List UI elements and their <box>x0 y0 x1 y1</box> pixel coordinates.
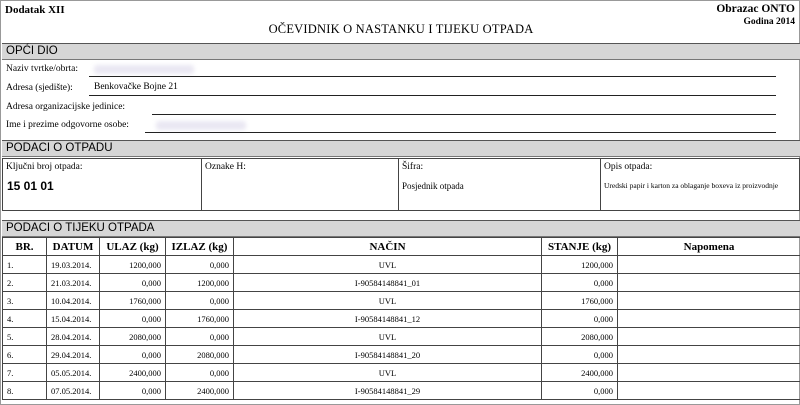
cell-no: 1. <box>3 256 47 274</box>
waste-key-value: 15 01 01 <box>7 179 54 193</box>
cell-note <box>618 274 800 292</box>
cell-note <box>618 328 800 346</box>
cell-method: I-90584148841_29 <box>234 382 542 400</box>
cell-balance: 0,000 <box>542 274 618 292</box>
description-value: Uredski papir i karton za oblaganje boxeva iz proizvodnje <box>604 181 779 190</box>
field-underline <box>89 95 776 96</box>
waste-key-label: Ključni broj otpada: <box>6 162 83 172</box>
cell-date: 29.04.2014. <box>47 346 100 364</box>
table-row <box>3 274 800 292</box>
hazard-marks-label: Oznake H: <box>205 162 246 172</box>
field-responsible-person <box>6 118 776 134</box>
cell-note <box>618 346 800 364</box>
hazard-marks-box <box>201 158 399 211</box>
cell-out: 1200,000 <box>166 274 234 292</box>
table-row <box>3 328 800 346</box>
appendix-label: Dodatak XII <box>5 4 65 16</box>
field-label: Adresa organizacijske jedinice: <box>6 102 126 112</box>
field-company-name <box>6 62 776 78</box>
cell-no: 8. <box>3 382 47 400</box>
cell-in: 2080,000 <box>100 328 166 346</box>
field-label: Adresa (sjedište): <box>6 83 73 93</box>
cell-out: 0,000 <box>166 256 234 274</box>
table-row <box>3 256 800 274</box>
cell-out: 0,000 <box>166 328 234 346</box>
col-header-no: BR. <box>3 238 47 256</box>
cell-balance: 0,000 <box>542 382 618 400</box>
col-header-date: DATUM <box>47 238 100 256</box>
cell-no: 4. <box>3 310 47 328</box>
section-general: OPĆI DIO <box>2 43 800 60</box>
cell-date: 05.05.2014. <box>47 364 100 382</box>
field-label: Ime i prezime odgovorne osobe: <box>6 120 129 130</box>
cell-method: UVL <box>234 292 542 310</box>
table-row <box>3 292 800 310</box>
cell-no: 2. <box>3 274 47 292</box>
cell-method: UVL <box>234 364 542 382</box>
field-value[interactable]: Benkovačke Bojne 21 <box>94 82 178 92</box>
col-header-in: ULAZ (kg) <box>100 238 166 256</box>
waste-key-number-box <box>2 158 202 211</box>
code-label: Šifra: <box>402 162 424 172</box>
redacted-value <box>94 65 194 74</box>
cell-in: 0,000 <box>100 274 166 292</box>
table-header-row <box>3 238 800 256</box>
field-label: Naziv tvrtke/obrta: <box>6 64 79 74</box>
cell-in: 0,000 <box>100 346 166 364</box>
field-underline <box>145 132 776 133</box>
code-box <box>398 158 601 211</box>
table-row <box>3 310 800 328</box>
cell-method: I-90584148841_20 <box>234 346 542 364</box>
form-code: Obrazac ONTO <box>716 3 795 15</box>
field-underline <box>152 114 776 115</box>
redacted-value <box>156 121 246 130</box>
cell-balance: 0,000 <box>542 346 618 364</box>
cell-in: 0,000 <box>100 310 166 328</box>
cell-no: 5. <box>3 328 47 346</box>
cell-note <box>618 364 800 382</box>
section-waste-data: PODACI O OTPADU <box>2 140 800 157</box>
cell-date: 21.03.2014. <box>47 274 100 292</box>
cell-out: 2400,000 <box>166 382 234 400</box>
description-label: Opis otpada: <box>604 162 653 172</box>
cell-method: I-90584148841_12 <box>234 310 542 328</box>
cell-in: 2400,000 <box>100 364 166 382</box>
cell-balance: 0,000 <box>542 310 618 328</box>
cell-method: I-90584148841_01 <box>234 274 542 292</box>
cell-date: 19.03.2014. <box>47 256 100 274</box>
section-waste-flow: PODACI O TIJEKU OTPADA <box>2 220 800 237</box>
cell-note <box>618 382 800 400</box>
cell-out: 1760,000 <box>166 310 234 328</box>
cell-date: 15.04.2014. <box>47 310 100 328</box>
col-header-method: NAČIN <box>234 238 542 256</box>
cell-date: 28.04.2014. <box>47 328 100 346</box>
field-address <box>6 81 776 97</box>
document-title: OČEVIDNIK O NASTANKU I TIJEKU OTPADA <box>268 22 534 36</box>
cell-note <box>618 310 800 328</box>
form-year: Godina 2014 <box>743 17 795 27</box>
cell-balance: 1760,000 <box>542 292 618 310</box>
table-row <box>3 364 800 382</box>
cell-method: UVL <box>234 256 542 274</box>
cell-in: 1200,000 <box>100 256 166 274</box>
cell-in: 1760,000 <box>100 292 166 310</box>
cell-out: 0,000 <box>166 292 234 310</box>
field-org-unit-address <box>6 100 776 116</box>
code-value: Posjednik otpada <box>402 181 464 191</box>
field-underline <box>89 76 776 77</box>
cell-no: 6. <box>3 346 47 364</box>
cell-out: 2080,000 <box>166 346 234 364</box>
waste-description-box <box>600 158 800 211</box>
col-header-balance: STANJE (kg) <box>542 238 618 256</box>
cell-balance: 1200,000 <box>542 256 618 274</box>
col-header-note: Napomena <box>618 238 800 256</box>
cell-no: 3. <box>3 292 47 310</box>
cell-method: UVL <box>234 328 542 346</box>
cell-note <box>618 256 800 274</box>
cell-out: 0,000 <box>166 364 234 382</box>
waste-flow-table <box>2 237 800 400</box>
col-header-out: IZLAZ (kg) <box>166 238 234 256</box>
cell-in: 0,000 <box>100 382 166 400</box>
table-row <box>3 346 800 364</box>
cell-balance: 2400,000 <box>542 364 618 382</box>
cell-date: 07.05.2014. <box>47 382 100 400</box>
cell-date: 10.04.2014. <box>47 292 100 310</box>
cell-balance: 2080,000 <box>542 328 618 346</box>
cell-note <box>618 292 800 310</box>
table-row <box>3 382 800 400</box>
cell-no: 7. <box>3 364 47 382</box>
